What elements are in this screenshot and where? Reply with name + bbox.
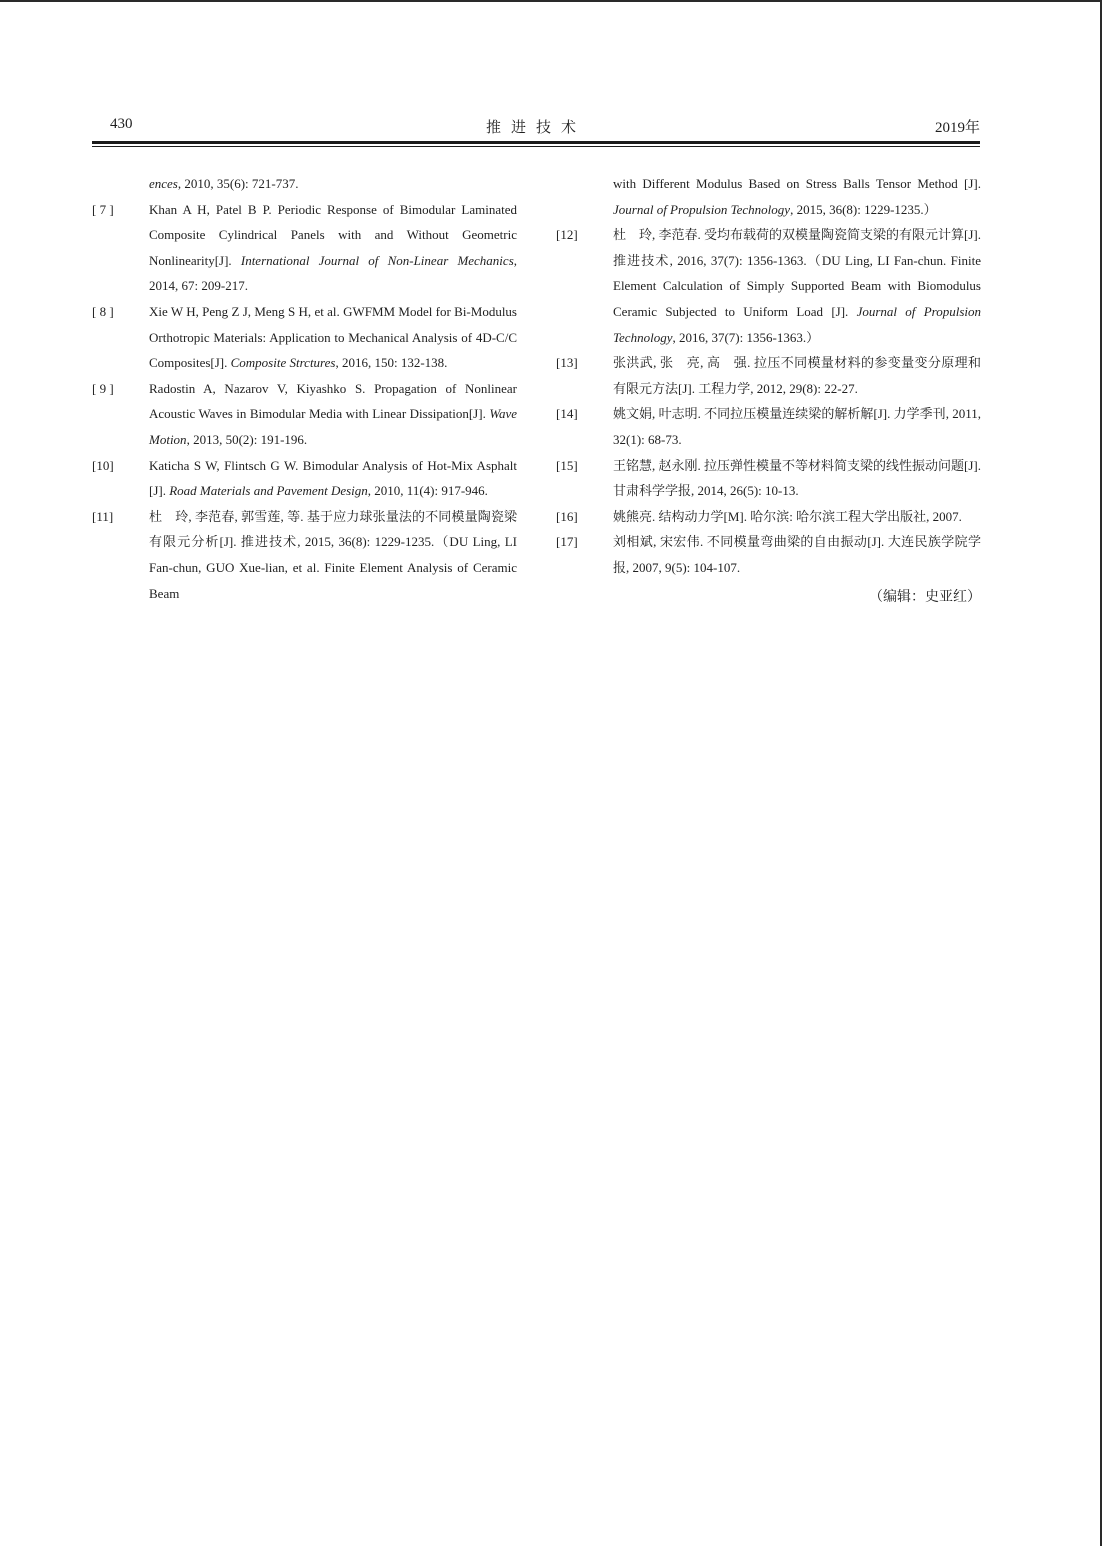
reference-source-title: International Journal of Non-Linear Mechanics (240, 252, 514, 268)
reference-source-title: Composite Strctures (230, 355, 336, 371)
reference-number: [16] (556, 508, 578, 524)
page-border-top (0, 0, 1102, 2)
reference-text: 张洪武, 张 亮, 高 强. 拉压不同模量材料的参变量变分原理和有限元方法[J]. 工程力学, 2012, 29(8): 22-27. (613, 355, 981, 396)
reference-text: 刘相斌, 宋宏伟. 不同模量弯曲梁的自由振动[J]. 大连民族学院学报, 2007, 9(5): 104-107. (613, 534, 981, 575)
running-header (92, 116, 980, 140)
reference-text: , 2010, 11(4): 917-946. (367, 483, 488, 499)
reference-number: [12] (556, 227, 578, 243)
header-rule-thin (92, 146, 980, 147)
journal-name: 推进技术 (485, 120, 586, 136)
publication-year: 2019年 (934, 120, 980, 136)
reference-number: [13] (556, 355, 578, 371)
reference-source-title: Journal of Propulsion Technology (613, 201, 791, 217)
reference-text: 杜 玲, 李范春. 受均布载荷的双模量陶瓷简支梁的有限元计算[J]. 推进技术, 2016, 37(7): 1356-1363.（DU Ling, LI Fan-chun. Finite Element Calculation of Simply Supported Beam with Biomodulus Ceramic Subjected to Uniform Load [J]. (613, 227, 981, 319)
reference-source-title: Journal of Propulsion Technology (613, 303, 982, 345)
reference-text: , 2016, 150: 132-138. (335, 355, 448, 371)
reference-text: 杜 玲, 李范春, 郭雪莲, 等. 基于应力球张量法的不同模量陶瓷梁有限元分析[J]. 推进技术, 2015, 36(8): 1229-1235.（DU Ling, LI Fan-chun, GUO Xue-lian, et al. Finite Element Analysis of Ceramic Beam (149, 508, 517, 601)
reference-number: [17] (556, 534, 578, 550)
reference-number: [11] (92, 508, 114, 524)
references-left-column (92, 171, 517, 606)
reference-text: 王铭慧, 赵永刚. 拉压弹性模量不等材料简支梁的线性振动问题[J]. 甘肃科学学报, 2014, 26(5): 10-13. (613, 457, 981, 499)
reference-source-title: Road Materials and Pavement Design (169, 483, 368, 499)
reference-entry (92, 376, 517, 453)
reference-entry (556, 453, 981, 504)
reference-text: Radostin A, Nazarov V, Kiyashko S. Propagation of Nonlinear Acoustic Waves in Bimodular Media with Linear Dissipation[J]. (149, 380, 517, 422)
reference-entry (92, 299, 517, 376)
reference-entry (92, 453, 517, 504)
reference-entry (92, 171, 517, 197)
reference-text: , 2015, 36(8): 1229-1235.） (790, 201, 937, 217)
reference-number: [ 7 ] (92, 201, 114, 217)
reference-text: , 2010, 35(6): 721-737. (177, 176, 299, 191)
reference-text: Xie W H, Peng Z J, Meng S H, et al. GWFMM Model for Bi-Modulus Orthotropic Materials: Application to Mechanical Analysis of 4D-C/C Composites[J]. (149, 303, 517, 371)
editor-note: （编辑：史亚红） (869, 589, 981, 605)
reference-entry (556, 171, 981, 222)
reference-text: 姚熊亮. 结构动力学[M]. 哈尔滨: 哈尔滨工程大学出版社, 2007. (613, 508, 962, 524)
reference-text: , 2014, 67: 209-217. (149, 252, 517, 294)
page-number: 430 (110, 116, 133, 132)
header-rule-thick (92, 141, 980, 144)
reference-number: [15] (556, 457, 578, 473)
reference-text: , 2013, 50(2): 191-196. (186, 431, 308, 447)
reference-entry (556, 401, 981, 452)
reference-entry (556, 222, 981, 350)
reference-number: [10] (92, 457, 114, 473)
reference-entry (556, 529, 981, 580)
reference-text: Khan A H, Patel B P. Periodic Response of Bimodular Laminated Composite Cylindrical Panels with and Without Geometric Nonlinearity[J]. (149, 201, 517, 268)
reference-source-title: ences (149, 176, 178, 191)
reference-text: with Different Modulus Based on Stress Balls Tensor Method [J]. (613, 176, 981, 191)
reference-number: [ 8 ] (92, 303, 114, 319)
reference-number: [14] (556, 406, 578, 422)
reference-entry (556, 350, 981, 401)
reference-entry (92, 197, 517, 299)
reference-text: 姚文娟, 叶志明. 不同拉压模量连续梁的解析解[J]. 力学季刊, 2011, 32(1): 68-73. (613, 406, 981, 447)
reference-number: [ 9 ] (92, 380, 114, 396)
reference-text: Katicha S W, Flintsch G W. Bimodular Analysis of Hot-Mix Asphalt [J]. (149, 457, 517, 499)
reference-entry (556, 504, 981, 530)
reference-source-title: Wave Motion (149, 406, 517, 447)
reference-entry (92, 504, 517, 606)
reference-text: , 2016, 37(7): 1356-1363.） (672, 329, 820, 345)
references-right-column (556, 171, 981, 610)
